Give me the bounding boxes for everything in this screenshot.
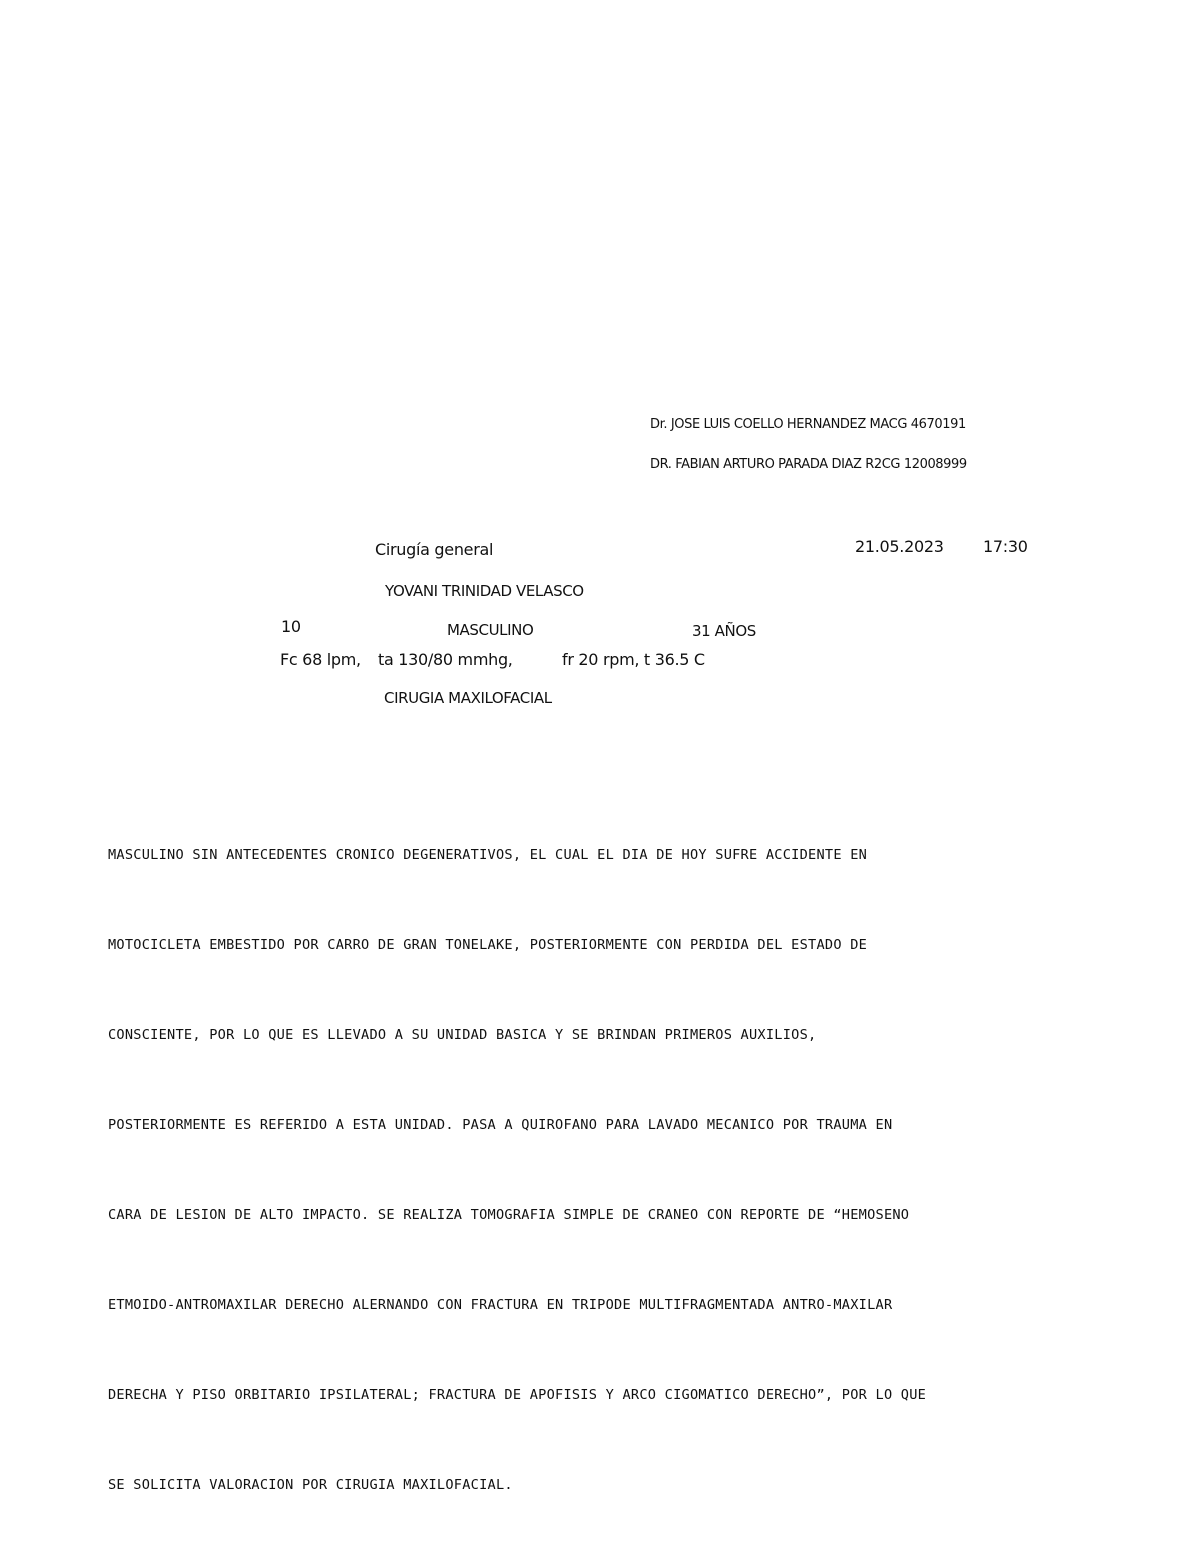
narrative-line: CONSCIENTE, POR LO QUE ES LLEVADO A SU UNIDAD BASICA Y SE BRINDAN PRIMEROS AUXILIOS,: [108, 1027, 817, 1043]
service-name: Cirugía general: [375, 540, 494, 559]
vital-resp-temp: fr 20 rpm, t 36.5 C: [562, 650, 705, 669]
narrative-line: CARA DE LESION DE ALTO IMPACTO. SE REALIZA TOMOGRAFIA SIMPLE DE CRANEO CON REPORTE DE “HEMOSENO: [108, 1207, 910, 1223]
resident-doctor: DR. FABIAN ARTURO PARADA DIAZ R2CG 12008999: [650, 457, 967, 472]
patient-name: YOVANI TRINIDAD VELASCO: [385, 582, 584, 600]
consult-service: CIRUGIA MAXILOFACIAL: [384, 689, 552, 707]
patient-sex: MASCULINO: [447, 621, 534, 639]
narrative-line: SE SOLICITA VALORACION POR CIRUGIA MAXILOFACIAL.: [108, 1477, 513, 1493]
vital-blood-pressure: ta 130/80 mmhg,: [378, 650, 513, 669]
note-time: 17:30: [983, 537, 1028, 556]
narrative-line: MOTOCICLETA EMBESTIDO POR CARRO DE GRAN TONELAKE, POSTERIORMENTE CON PERDIDA DEL ESTADO DE: [108, 937, 868, 953]
attending-doctor: Dr. JOSE LUIS COELLO HERNANDEZ MACG 4670191: [650, 417, 966, 432]
narrative-line: POSTERIORMENTE ES REFERIDO A ESTA UNIDAD. PASA A QUIROFANO PARA LAVADO MECANICO POR TRAUMA EN: [108, 1117, 893, 1133]
patient-age: 31 AÑOS: [692, 622, 756, 640]
vital-heart-rate: Fc 68 lpm,: [280, 650, 361, 669]
bed-number: 10: [281, 617, 301, 636]
clinical-narrative: [108, 780, 1168, 1553]
note-date: 21.05.2023: [855, 537, 944, 556]
narrative-line: ETMOIDO-ANTROMAXILAR DERECHO ALERNANDO CON FRACTURA EN TRIPODE MULTIFRAGMENTADA ANTRO-MAXILAR: [108, 1297, 893, 1313]
narrative-line: MASCULINO SIN ANTECEDENTES CRONICO DEGENERATIVOS, EL CUAL EL DIA DE HOY SUFRE ACCIDENTE EN: [108, 847, 868, 863]
narrative-line: DERECHA Y PISO ORBITARIO IPSILATERAL; FRACTURA DE APOFISIS Y ARCO CIGOMATICO DERECHO”, POR LO QUE: [108, 1387, 927, 1403]
